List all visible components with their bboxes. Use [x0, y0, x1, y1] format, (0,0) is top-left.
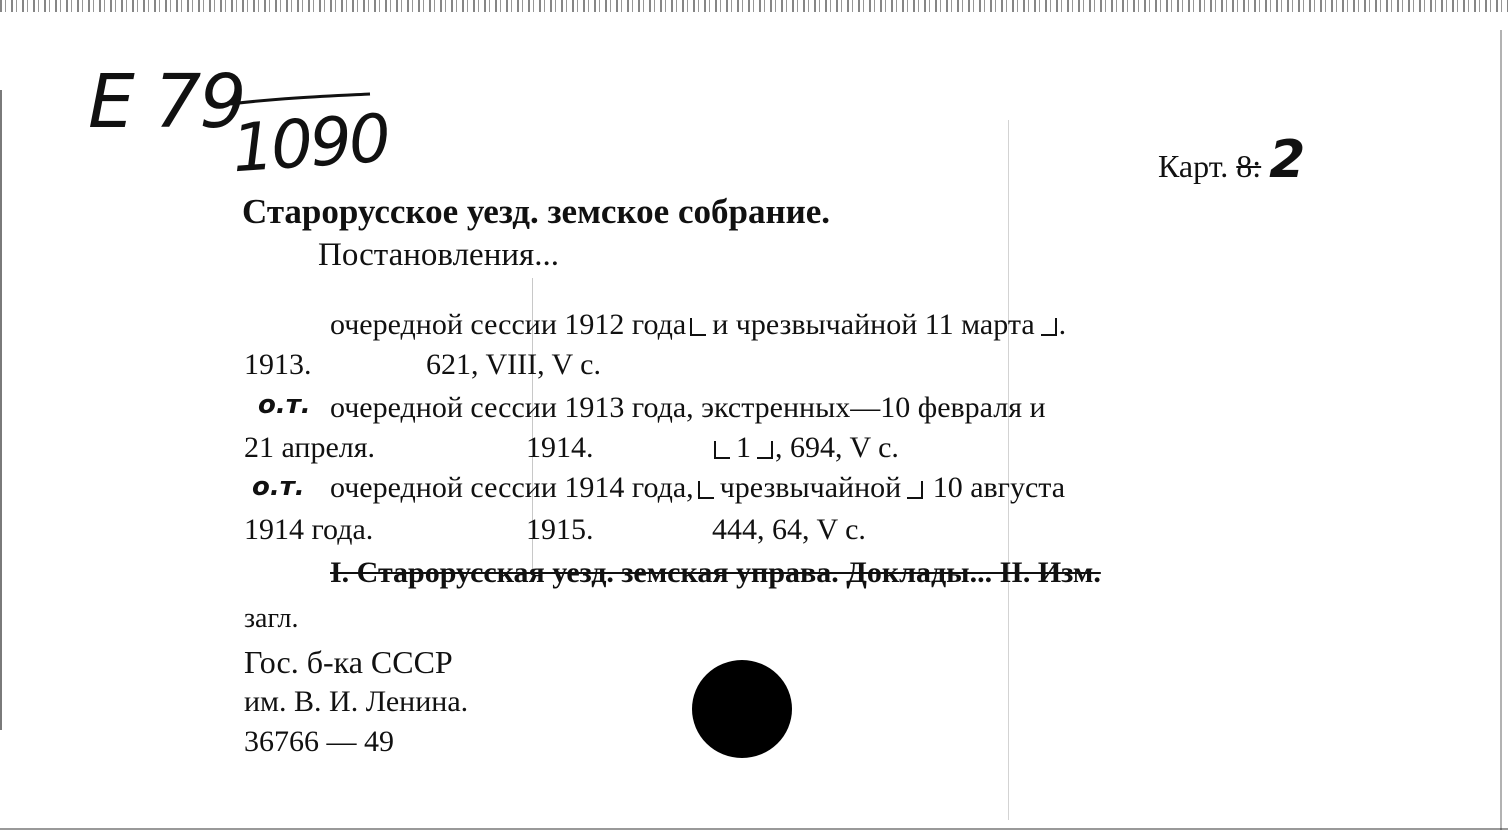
heading-author: Старорусское уезд. земское собрание. [242, 192, 831, 231]
bracket-close [757, 441, 773, 459]
entry-1-end: . [1058, 308, 1067, 341]
entry-2-bracketed: 1 [736, 431, 751, 464]
entry-2-extent [710, 428, 899, 468]
punch-hole [692, 660, 792, 758]
entry-3-line-1 [330, 468, 1065, 508]
bracket-close [1041, 318, 1057, 336]
scan-right-edge [1500, 30, 1502, 830]
entry-2-year: 1914. [526, 431, 594, 464]
bracket-open [690, 318, 706, 336]
entry-3-line-2-start: 1914 года. [244, 513, 374, 546]
imprint-line-3: 36766 — 49 [244, 725, 394, 758]
entry-3-bracketed: чрезвычайной [719, 471, 902, 504]
entry-3-mark: о.т. [252, 472, 305, 502]
bracket-close [907, 481, 923, 499]
bracket-open [698, 481, 714, 499]
card-number-struck: 8: [1236, 148, 1262, 184]
card-number-handwritten: 2 [1269, 130, 1306, 190]
heading-title: Постановления... [318, 237, 559, 273]
shelfmark-top: E 79 [88, 59, 245, 145]
card-number-label: Карт. [1158, 148, 1229, 184]
entry-2-pages: , 694, V с. [775, 431, 899, 464]
scan-top-edge [0, 0, 1508, 12]
entry-3-end: 10 августа [932, 471, 1066, 504]
imprint-line-2: им. В. И. Ленина. [244, 685, 469, 718]
bracket-open [714, 441, 730, 459]
entry-1-extent: 621, VIII, V с. [426, 348, 601, 381]
entry-1-text: очередной сессии 1912 года [330, 308, 687, 341]
entry-3-text: очередной сессии 1914 года, [330, 471, 694, 504]
imprint-line-1: Гос. б-ка СССР [244, 644, 453, 680]
tracing-continuation: загл. [244, 603, 299, 634]
entry-2-line-2-start: 21 апреля. [244, 431, 376, 464]
entry-1-bracketed: и чрезвычайной 11 марта [712, 308, 1035, 341]
tracing-struck: I. Старорусская уезд. земская управа. Доклады... II. Изм. [330, 556, 1101, 589]
entry-3-year: 1915. [526, 513, 594, 546]
entry-3-extent: 444, 64, V с. [712, 513, 866, 546]
scan-fold-line [1008, 120, 1009, 820]
entry-1-line-1 [330, 305, 1066, 345]
entry-2-mark: о.т. [258, 390, 311, 420]
scan-left-edge [0, 90, 2, 730]
entry-1-year: 1913. [244, 348, 312, 381]
shelfmark-bottom: 1090 [229, 99, 391, 188]
entry-2-line-1: очередной сессии 1913 года, экстренных—10 февраля и [330, 391, 1046, 424]
scan-fold-line [532, 278, 533, 578]
card-number [1158, 130, 1306, 190]
entry-1-line-2 [244, 345, 312, 385]
scan-bottom-edge [0, 828, 1508, 836]
